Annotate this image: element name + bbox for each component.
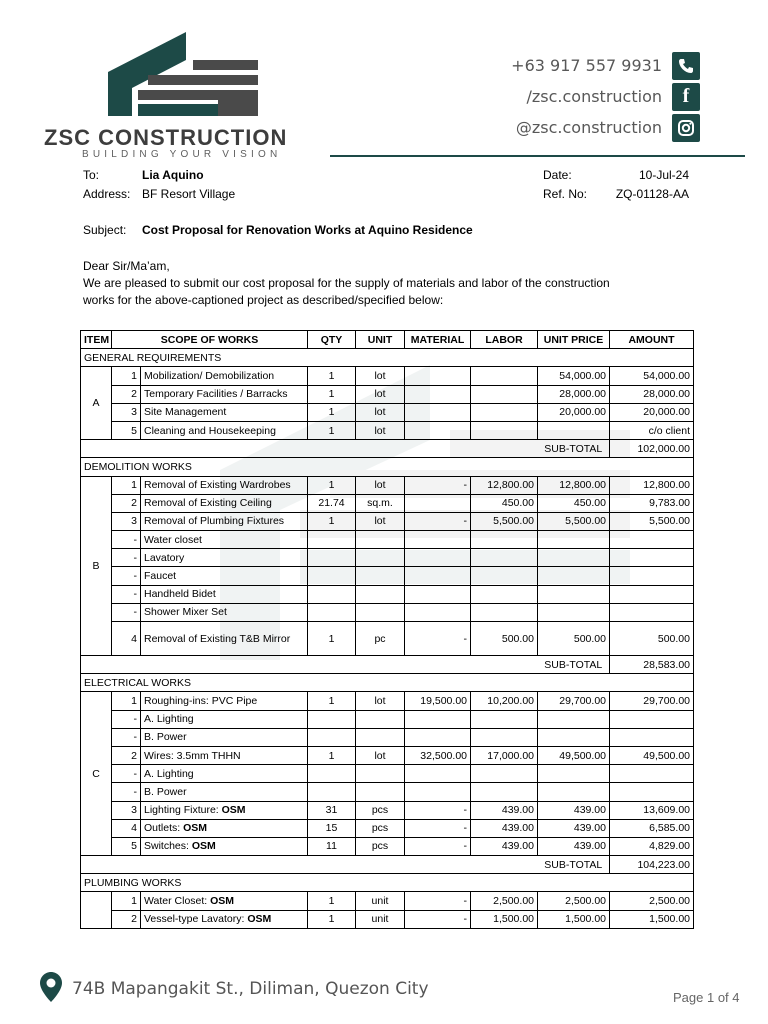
- amount-cell: 4,829.00: [610, 837, 694, 855]
- letter-line-2: works for the above-captioned project as described/specified below:: [83, 293, 444, 307]
- brand-spec: OSM: [210, 895, 235, 908]
- labor-cell: 500.00: [471, 622, 538, 656]
- qty-cell: [308, 710, 356, 728]
- amount-cell: [610, 728, 694, 746]
- material-cell: -: [405, 622, 471, 656]
- unit-price-cell: [538, 765, 610, 783]
- scope-cell: [141, 728, 308, 746]
- qty-cell: 1: [308, 622, 356, 656]
- unit-price-cell: 12,800.00: [538, 476, 610, 494]
- instagram-icon: [672, 114, 700, 142]
- qty-cell: 1: [308, 476, 356, 494]
- unit-price-cell: [538, 728, 610, 746]
- ref-label: Ref. No:: [543, 187, 588, 201]
- footer-address: 74B Mapangakit St., Diliman, Quezon City: [72, 979, 429, 999]
- building-logo-icon: [108, 30, 268, 125]
- material-cell: [405, 783, 471, 801]
- amount-cell: 20,000.00: [610, 403, 694, 421]
- scope-cell: Handheld Bidet: [141, 585, 308, 603]
- unit-cell: [356, 728, 405, 746]
- company-logo: [44, 30, 344, 160]
- item-number: -: [112, 549, 141, 567]
- qty-cell: 1: [308, 692, 356, 710]
- section-electrical-works: [81, 674, 694, 692]
- amount-cell: 500.00: [610, 622, 694, 656]
- material-cell: [405, 421, 471, 439]
- material-cell: [405, 494, 471, 512]
- unit-cell: unit: [356, 892, 405, 910]
- location-pin-icon: [40, 972, 62, 1002]
- scope-cell: [141, 910, 308, 928]
- qty-cell: [308, 765, 356, 783]
- unit-cell: lot: [356, 367, 405, 385]
- unit-price-cell: 2,500.00: [538, 892, 610, 910]
- subtotal-blank: [81, 856, 538, 874]
- subtotal-label: SUB-TOTAL: [538, 656, 610, 674]
- scope-cell: Lavatory: [141, 549, 308, 567]
- brand-spec: OSM: [183, 822, 208, 835]
- material-cell: [405, 367, 471, 385]
- unit-cell: lot: [356, 476, 405, 494]
- labor-cell: [471, 403, 538, 421]
- qty-cell: 1: [308, 385, 356, 403]
- phone-number: +63 917 557 9931: [511, 56, 662, 75]
- table-row: [81, 728, 694, 746]
- unit-cell: lot: [356, 746, 405, 764]
- unit-price-cell: 49,500.00: [538, 746, 610, 764]
- section-title: GENERAL REQUIREMENTS: [81, 349, 694, 367]
- table-row: [81, 549, 694, 567]
- amount-cell: 9,783.00: [610, 494, 694, 512]
- scope-cell: Removal of Plumbing Fixtures: [141, 512, 308, 530]
- letter-line-1: We are pleased to submit our cost proposal for the supply of materials and labor of the construction: [83, 276, 610, 290]
- amount-cell: 12,800.00: [610, 476, 694, 494]
- material-cell: -: [405, 819, 471, 837]
- table-row: [81, 476, 694, 494]
- scope-cell: Water closet: [141, 531, 308, 549]
- qty-cell: 1: [308, 910, 356, 928]
- amount-cell: [610, 585, 694, 603]
- scope-cell: Faucet: [141, 567, 308, 585]
- unit-price-cell: 439.00: [538, 819, 610, 837]
- labor-cell: [471, 385, 538, 403]
- header-divider: [330, 155, 745, 157]
- col-unit-price: UNIT PRICE: [538, 331, 610, 349]
- address-label: Address:: [83, 187, 131, 201]
- labor-cell: [471, 367, 538, 385]
- unit-cell: [356, 783, 405, 801]
- qty-cell: [308, 567, 356, 585]
- phone-icon: [672, 52, 700, 80]
- unit-price-cell: [538, 421, 610, 439]
- table-row: [81, 765, 694, 783]
- item-letter: [81, 892, 112, 928]
- item-letter: B: [81, 476, 112, 656]
- item-number: -: [112, 531, 141, 549]
- item-number: 5: [112, 837, 141, 855]
- material-cell: [405, 385, 471, 403]
- scope-text: Water Closet:: [144, 895, 211, 908]
- unit-cell: lot: [356, 421, 405, 439]
- item-letter: C: [81, 692, 112, 856]
- col-item: ITEM: [81, 331, 112, 349]
- material-cell: 19,500.00: [405, 692, 471, 710]
- scope-text: Lighting Fixture:: [144, 804, 222, 817]
- unit-cell: unit: [356, 910, 405, 928]
- subtotal-blank: [81, 656, 538, 674]
- item-number: 1: [112, 892, 141, 910]
- item-number: -: [112, 710, 141, 728]
- contact-block: [511, 50, 700, 143]
- subtotal-amount: 104,223.00: [610, 856, 694, 874]
- qty-cell: 1: [308, 746, 356, 764]
- material-cell: [405, 710, 471, 728]
- facebook-row: [511, 81, 700, 112]
- qty-cell: [308, 728, 356, 746]
- amount-cell: c/o client: [610, 421, 694, 439]
- scope-text: Outlets:: [144, 822, 184, 835]
- unit-cell: [356, 765, 405, 783]
- brand-spec: OSM: [247, 913, 272, 926]
- item-number: 1: [112, 476, 141, 494]
- scope-cell: Site Management: [141, 403, 308, 421]
- qty-cell: 1: [308, 367, 356, 385]
- facebook-icon: f: [672, 83, 700, 111]
- scope-cell: Removal of Existing Wardrobes: [141, 476, 308, 494]
- subtotal-label: SUB-TOTAL: [538, 856, 610, 874]
- section-title: PLUMBING WORKS: [81, 874, 694, 892]
- qty-cell: [308, 549, 356, 567]
- scope-text: B. Power: [144, 731, 187, 744]
- material-cell: [405, 567, 471, 585]
- item-number: 5: [112, 421, 141, 439]
- amount-cell: 2,500.00: [610, 892, 694, 910]
- scope-cell: Temporary Facilities / Barracks: [141, 385, 308, 403]
- subtotal-row: [81, 856, 694, 874]
- scope-cell: Shower Mixer Set: [141, 603, 308, 621]
- section-general-requirements: [81, 349, 694, 367]
- facebook-handle: /zsc.construction: [526, 87, 662, 106]
- labor-cell: [471, 421, 538, 439]
- subtotal-row: [81, 440, 694, 458]
- item-letter: A: [81, 367, 112, 440]
- material-cell: -: [405, 837, 471, 855]
- material-cell: [405, 765, 471, 783]
- amount-cell: [610, 567, 694, 585]
- subtotal-blank: [81, 440, 538, 458]
- labor-cell: 17,000.00: [471, 746, 538, 764]
- item-number: 3: [112, 801, 141, 819]
- unit-price-cell: 439.00: [538, 801, 610, 819]
- item-number: -: [112, 567, 141, 585]
- cost-table: [80, 330, 694, 929]
- amount-cell: 28,000.00: [610, 385, 694, 403]
- item-number: 1: [112, 367, 141, 385]
- amount-cell: [610, 603, 694, 621]
- to-value: Lia Aquino: [142, 168, 204, 182]
- item-number: 4: [112, 622, 141, 656]
- table-row: [81, 710, 694, 728]
- scope-text: Vessel-type Lavatory:: [144, 913, 248, 926]
- amount-cell: 29,700.00: [610, 692, 694, 710]
- unit-cell: [356, 549, 405, 567]
- table-row: [81, 421, 694, 439]
- col-material: MATERIAL: [405, 331, 471, 349]
- unit-price-cell: [538, 549, 610, 567]
- scope-text: B. Power: [144, 785, 187, 798]
- qty-cell: [308, 585, 356, 603]
- section-demolition-works: [81, 458, 694, 476]
- labor-cell: [471, 603, 538, 621]
- labor-cell: [471, 549, 538, 567]
- material-cell: -: [405, 910, 471, 928]
- scope-cell: [141, 692, 308, 710]
- table-row: [81, 531, 694, 549]
- material-cell: -: [405, 801, 471, 819]
- unit-cell: [356, 710, 405, 728]
- material-cell: 32,500.00: [405, 746, 471, 764]
- scope-cell: [141, 783, 308, 801]
- amount-cell: 5,500.00: [610, 512, 694, 530]
- date-value: 10-Jul-24: [638, 168, 689, 182]
- unit-price-cell: [538, 567, 610, 585]
- table-row: [81, 746, 694, 764]
- qty-cell: 1: [308, 421, 356, 439]
- unit-cell: [356, 585, 405, 603]
- brand-tagline: BUILDING YOUR VISION: [82, 149, 282, 160]
- section-title: DEMOLITION WORKS: [81, 458, 694, 476]
- scope-text: A. Lighting: [144, 767, 194, 780]
- amount-cell: 1,500.00: [610, 910, 694, 928]
- section-plumbing-works: [81, 874, 694, 892]
- scope-text: Roughing-ins: PVC Pipe: [144, 694, 258, 707]
- brand-spec: OSM: [221, 804, 246, 817]
- labor-cell: 2,500.00: [471, 892, 538, 910]
- item-number: -: [112, 783, 141, 801]
- subtotal-label: SUB-TOTAL: [538, 440, 610, 458]
- material-cell: -: [405, 476, 471, 494]
- scope-cell: Removal of Existing Ceiling: [141, 494, 308, 512]
- amount-cell: 13,609.00: [610, 801, 694, 819]
- ref-value: ZQ-01128-AA: [615, 187, 689, 201]
- qty-cell: 31: [308, 801, 356, 819]
- unit-price-cell: 20,000.00: [538, 403, 610, 421]
- scope-cell: Removal of Existing T&B Mirror: [141, 622, 308, 656]
- scope-text: Switches:: [144, 840, 192, 853]
- qty-cell: 21.74: [308, 494, 356, 512]
- scope-cell: Cleaning and Housekeeping: [141, 421, 308, 439]
- subject-value: Cost Proposal for Renovation Works at Aquino Residence: [142, 223, 473, 237]
- amount-cell: 54,000.00: [610, 367, 694, 385]
- amount-cell: 6,585.00: [610, 819, 694, 837]
- material-cell: [405, 549, 471, 567]
- item-number: -: [112, 728, 141, 746]
- qty-cell: [308, 531, 356, 549]
- unit-cell: lot: [356, 692, 405, 710]
- scope-cell: [141, 801, 308, 819]
- item-number: 2: [112, 910, 141, 928]
- unit-price-cell: 29,700.00: [538, 692, 610, 710]
- qty-cell: [308, 603, 356, 621]
- scope-cell: [141, 819, 308, 837]
- unit-cell: pc: [356, 622, 405, 656]
- table-row: [81, 692, 694, 710]
- unit-price-cell: 500.00: [538, 622, 610, 656]
- col-unit: UNIT: [356, 331, 405, 349]
- unit-cell: sq.m.: [356, 494, 405, 512]
- scope-cell: [141, 710, 308, 728]
- material-cell: [405, 603, 471, 621]
- item-number: 4: [112, 819, 141, 837]
- table-row: [81, 819, 694, 837]
- qty-cell: 1: [308, 892, 356, 910]
- unit-price-cell: 1,500.00: [538, 910, 610, 928]
- labor-cell: 439.00: [471, 819, 538, 837]
- scope-cell: [141, 765, 308, 783]
- scope-text: Wires: 3.5mm THHN: [144, 749, 241, 762]
- subtotal-row: [81, 656, 694, 674]
- unit-price-cell: 439.00: [538, 837, 610, 855]
- labor-cell: 5,500.00: [471, 512, 538, 530]
- amount-cell: [610, 783, 694, 801]
- instagram-handle: @zsc.construction: [515, 118, 662, 137]
- table-row: [81, 837, 694, 855]
- labor-cell: 12,800.00: [471, 476, 538, 494]
- table-row: [81, 367, 694, 385]
- letter-body: [83, 258, 683, 309]
- greeting: Dear Sir/Ma’am,: [83, 259, 170, 273]
- material-cell: -: [405, 512, 471, 530]
- table-row: [81, 512, 694, 530]
- brand-name: ZSC CONSTRUCTION: [44, 125, 288, 150]
- unit-price-cell: [538, 783, 610, 801]
- item-number: -: [112, 603, 141, 621]
- unit-price-cell: 5,500.00: [538, 512, 610, 530]
- amount-cell: [610, 710, 694, 728]
- unit-cell: lot: [356, 385, 405, 403]
- col-qty: QTY: [308, 331, 356, 349]
- brand-spec: OSM: [191, 840, 216, 853]
- material-cell: [405, 728, 471, 746]
- item-number: -: [112, 585, 141, 603]
- amount-cell: [610, 765, 694, 783]
- unit-cell: pcs: [356, 819, 405, 837]
- labor-cell: [471, 783, 538, 801]
- address-value: BF Resort Village: [142, 187, 236, 201]
- qty-cell: 15: [308, 819, 356, 837]
- unit-cell: [356, 531, 405, 549]
- unit-price-cell: [538, 710, 610, 728]
- table-row: [81, 801, 694, 819]
- amount-cell: 49,500.00: [610, 746, 694, 764]
- scope-cell: [141, 892, 308, 910]
- item-number: -: [112, 765, 141, 783]
- labor-cell: 10,200.00: [471, 692, 538, 710]
- scope-cell: [141, 746, 308, 764]
- unit-cell: [356, 603, 405, 621]
- item-number: 3: [112, 512, 141, 530]
- table-row: [81, 603, 694, 621]
- qty-cell: 11: [308, 837, 356, 855]
- labor-cell: [471, 585, 538, 603]
- table-header-row: [81, 331, 694, 349]
- table-row: [81, 494, 694, 512]
- table-row: [81, 403, 694, 421]
- col-scope: SCOPE OF WORKS: [112, 331, 308, 349]
- table-row: [81, 783, 694, 801]
- item-number: 1: [112, 692, 141, 710]
- subtotal-amount: 28,583.00: [610, 656, 694, 674]
- qty-cell: [308, 783, 356, 801]
- unit-price-cell: [538, 585, 610, 603]
- item-number: 3: [112, 403, 141, 421]
- item-number: 2: [112, 746, 141, 764]
- table-row: [81, 585, 694, 603]
- labor-cell: 450.00: [471, 494, 538, 512]
- unit-cell: [356, 567, 405, 585]
- unit-price-cell: [538, 603, 610, 621]
- material-cell: -: [405, 892, 471, 910]
- unit-cell: pcs: [356, 801, 405, 819]
- unit-price-cell: [538, 531, 610, 549]
- section-title: ELECTRICAL WORKS: [81, 674, 694, 692]
- amount-cell: [610, 549, 694, 567]
- amount-cell: [610, 531, 694, 549]
- table-row: [81, 622, 694, 656]
- col-labor: LABOR: [471, 331, 538, 349]
- scope-text: A. Lighting: [144, 713, 194, 726]
- labor-cell: 439.00: [471, 801, 538, 819]
- unit-price-cell: 450.00: [538, 494, 610, 512]
- unit-cell: pcs: [356, 837, 405, 855]
- labor-cell: [471, 765, 538, 783]
- item-number: 2: [112, 385, 141, 403]
- scope-cell: Mobilization/ Demobilization: [141, 367, 308, 385]
- table-row: [81, 892, 694, 910]
- labor-cell: [471, 567, 538, 585]
- phone-row: [511, 50, 700, 81]
- item-number: 2: [112, 494, 141, 512]
- unit-cell: lot: [356, 403, 405, 421]
- material-cell: [405, 585, 471, 603]
- labor-cell: 1,500.00: [471, 910, 538, 928]
- unit-price-cell: 54,000.00: [538, 367, 610, 385]
- page-number: Page 1 of 4: [673, 990, 740, 1005]
- instagram-row: [511, 112, 700, 143]
- material-cell: [405, 531, 471, 549]
- date-label: Date:: [543, 168, 572, 182]
- qty-cell: 1: [308, 403, 356, 421]
- labor-cell: [471, 710, 538, 728]
- labor-cell: [471, 728, 538, 746]
- unit-price-cell: 28,000.00: [538, 385, 610, 403]
- table-row: [81, 567, 694, 585]
- to-label: To:: [83, 168, 100, 182]
- col-amount: AMOUNT: [610, 331, 694, 349]
- labor-cell: 439.00: [471, 837, 538, 855]
- qty-cell: 1: [308, 512, 356, 530]
- scope-cell: [141, 837, 308, 855]
- table-row: [81, 385, 694, 403]
- subject-label: Subject:: [83, 223, 127, 237]
- material-cell: [405, 403, 471, 421]
- unit-cell: lot: [356, 512, 405, 530]
- subtotal-amount: 102,000.00: [610, 440, 694, 458]
- labor-cell: [471, 531, 538, 549]
- table-row: [81, 910, 694, 928]
